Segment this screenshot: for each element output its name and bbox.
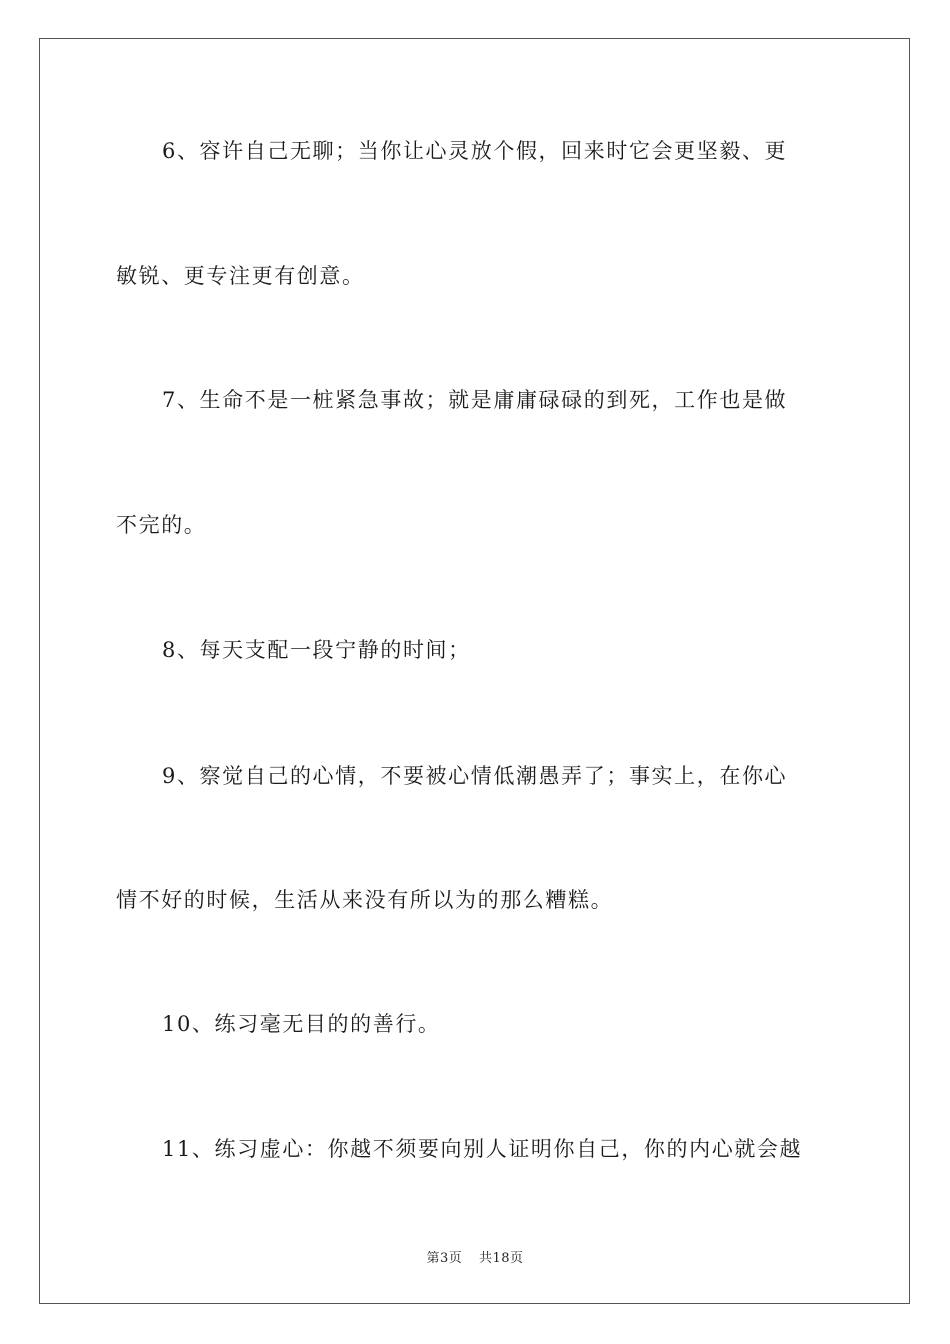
page-total: 共18页 [478, 1251, 524, 1266]
page-footer [0, 1247, 950, 1266]
paragraph-9-line-2: 情不好的时候，生活从来没有所以为的那么糟糕。 [116, 888, 614, 912]
paragraph-7-line-1: 7、生命不是一桩紧急事故；就是庸庸碌碌的到死，工作也是做 [162, 388, 788, 412]
paragraph-6-line-1: 6、容许自己无聊；当你让心灵放个假，回来时它会更坚毅、更 [162, 139, 788, 163]
page-frame [39, 38, 910, 1304]
paragraph-7-line-2: 不完的。 [116, 513, 207, 537]
paragraph-9-line-1: 9、察觉自己的心情，不要被心情低潮愚弄了；事实上，在你心 [162, 764, 788, 788]
paragraph-11-line-1: 11、练习虚心：你越不须要向别人证明你自己，你的内心就会越 [162, 1137, 803, 1161]
paragraph-10-line-1: 10、练习毫无目的的善行。 [162, 1012, 441, 1036]
paragraph-8-line-1: 8、每天支配一段宁静的时间； [162, 638, 471, 662]
paragraph-6-line-2: 敏锐、更专注更有创意。 [116, 264, 365, 288]
page-number: 第3页 [426, 1251, 463, 1266]
